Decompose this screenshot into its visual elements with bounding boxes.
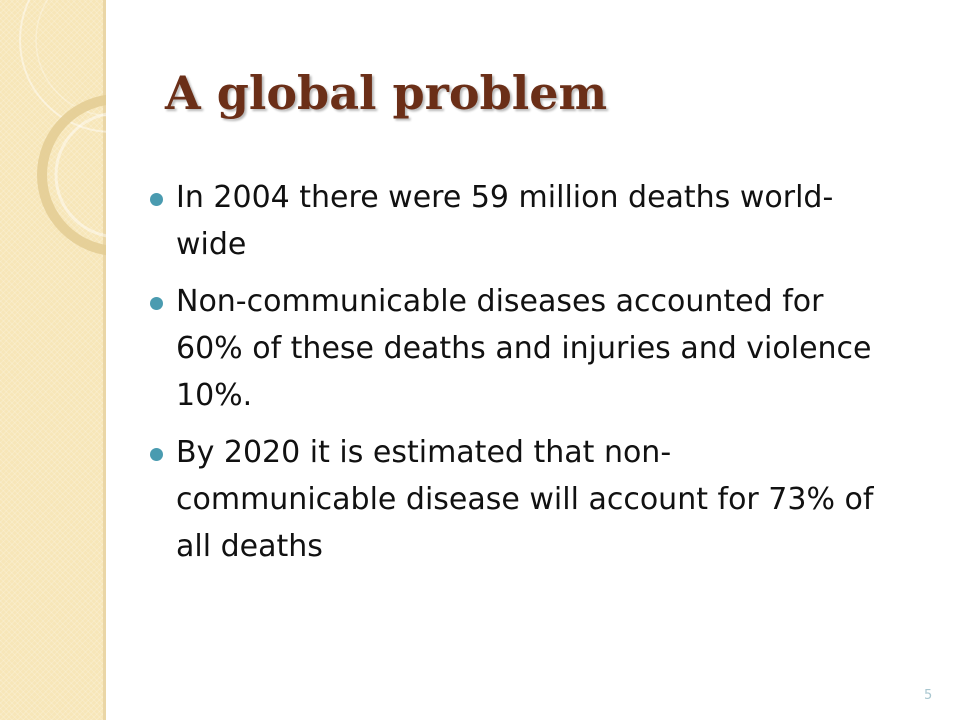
slide-title: A global problem <box>165 66 608 120</box>
bullet-text: Non-communicable diseases accounted for 60% of these deaths and injuries and violence 10%. <box>176 284 872 413</box>
bullet-item <box>148 429 888 570</box>
bullet-list <box>148 174 888 580</box>
bullet-text: By 2020 it is estimated that non-communicable disease will account for 73% of all deaths <box>176 435 874 564</box>
page-number: 5 <box>924 688 933 703</box>
bullet-item <box>148 174 888 268</box>
bullet-dot-icon <box>150 448 163 461</box>
decorative-circles <box>0 0 106 260</box>
bullet-item <box>148 278 888 419</box>
bullet-dot-icon <box>150 297 163 310</box>
bullet-dot-icon <box>150 193 163 206</box>
bullet-text: In 2004 there were 59 million deaths world-wide <box>176 180 834 262</box>
